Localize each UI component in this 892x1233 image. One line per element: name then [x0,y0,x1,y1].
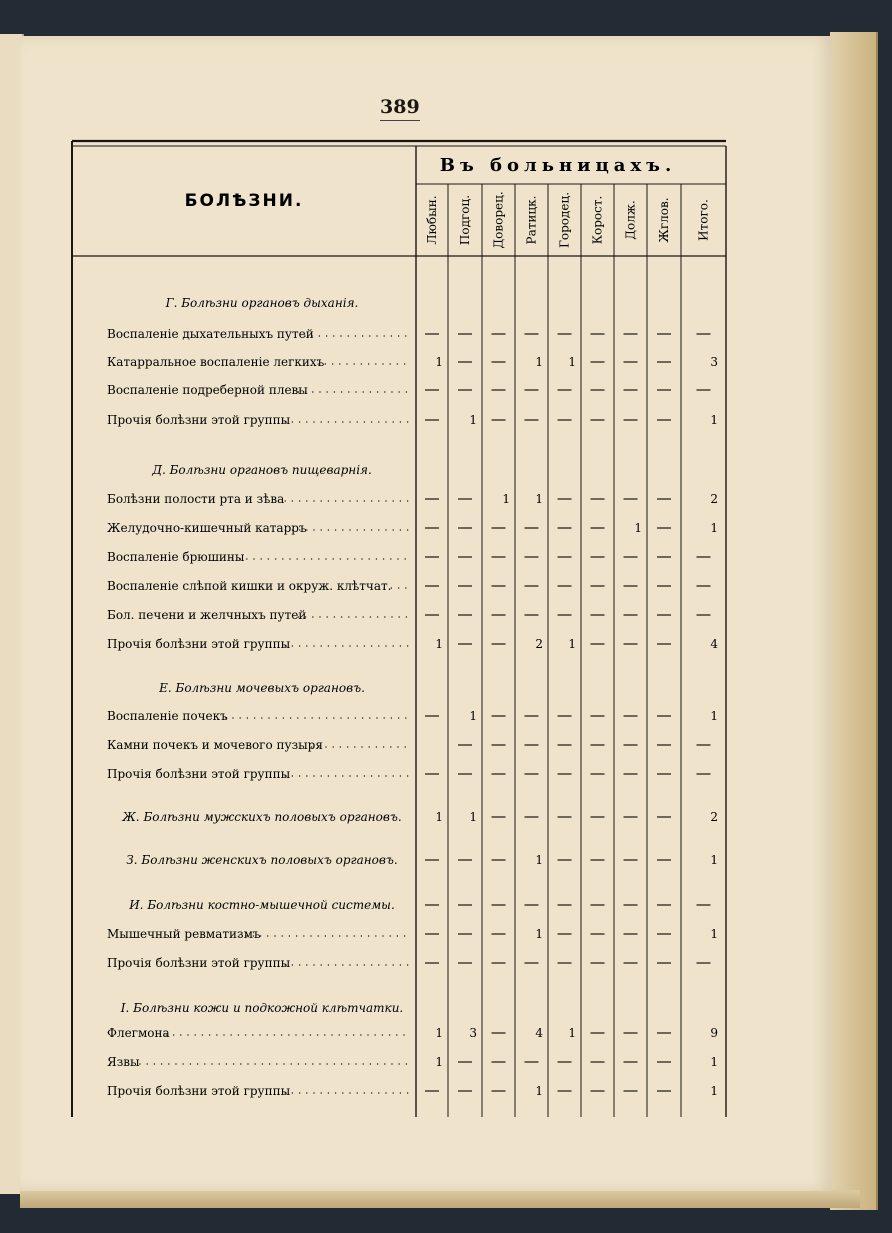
value-dash-text: — [564,749,566,750]
value-dash-text: — [597,909,599,910]
value-dash-text: — [498,1037,500,1038]
value-dash-text: — [498,778,500,779]
value-cell: 1 [435,1055,443,1069]
section-heading: Г. Болѣзни органовъ дыханія. [165,296,359,310]
value-dash-text: — [630,1095,632,1096]
row-label: Катарральное воспаленіе легкихъ [107,355,325,369]
value-dash-text: — [664,749,665,750]
value-dash-text: — [664,503,665,504]
value-dash-text: — [703,619,705,620]
row-label: Мышечный ревматизмъ [107,927,261,941]
row-label: Воспаленіе брюшины [107,550,245,564]
value-dash-text: — [432,424,433,425]
value-dash-text: — [630,590,632,591]
value-dash-text: — [465,366,466,367]
value-dash-text: — [465,590,466,591]
value-dash-text: — [630,720,632,721]
value-cell: 1 [634,521,642,535]
value-dash-text: — [564,821,566,822]
value-dash-text: — [664,1095,665,1096]
value-dash-text: — [703,749,705,750]
value-dash-text: — [630,909,632,910]
value-dash-text: — [465,503,466,504]
value-dash-text: — [432,938,433,939]
value-cell: 1 [535,853,543,867]
column-header: Долж. [623,200,638,240]
value-dash-text: — [597,1066,599,1067]
column-header: Итого. [696,199,711,241]
value-dash-text: — [703,967,705,968]
value-cell: 1 [502,492,510,506]
value-dash-text: — [664,424,665,425]
value-dash-text: — [465,749,466,750]
row-label: Воспаленіе почекъ [107,709,228,723]
value-dash-text: — [432,338,433,339]
section-heading: І. Болѣзни кожи и подкожной клѣтчатки. [120,1001,404,1015]
value-dash-text: — [432,864,433,865]
column-header: Ратицк. [524,195,539,245]
row-label: Воспаленіе дыхательныхъ путей [107,327,314,341]
value-cell: 1 [568,637,576,651]
value-dash-text: — [630,424,632,425]
value-cell: 1 [535,355,543,369]
section-heading: Д. Болѣзни органовъ пищеварнія. [152,463,372,477]
value-dash-text: — [630,821,632,822]
value-dash-text: — [498,394,500,395]
value-cell: 1 [710,709,718,723]
value-dash-text: — [664,394,665,395]
value-dash-text: — [664,366,665,367]
value-dash-text: — [703,909,705,910]
value-dash-text: — [597,424,599,425]
value-dash-text: — [597,749,599,750]
row-label: Язвы [107,1055,140,1069]
value-dash-text: — [498,424,500,425]
table-rules [72,141,726,1117]
value-dash-text: — [531,532,533,533]
value-dash-text: — [432,720,433,721]
value-dash-text: — [597,338,599,339]
value-dash-text: — [498,648,500,649]
value-dash-text: — [498,749,500,750]
value-dash-text: — [630,394,632,395]
value-dash-text: — [531,749,533,750]
value-dash-text: — [664,619,665,620]
value-dash-text: — [597,864,599,865]
value-dash-text: — [531,619,533,620]
value-dash-text: — [564,864,566,865]
value-dash-text: — [597,821,599,822]
value-dash-text: — [432,778,433,779]
value-dash-text: — [465,648,466,649]
value-dash-text: — [597,532,599,533]
value-dash-text: — [564,424,566,425]
value-dash-text: — [432,619,433,620]
value-dash-text: — [432,909,433,910]
value-dash-text: — [703,394,705,395]
value-cell: 9 [710,1026,718,1040]
value-dash-text: — [564,590,566,591]
value-dash-text: — [498,619,500,620]
value-dash-text: — [564,1066,566,1067]
value-dash-text: — [498,821,500,822]
value-cell: 3 [469,1026,477,1040]
value-cell: 1 [710,853,718,867]
value-cell: 1 [435,355,443,369]
column-header: Доворец. [491,191,506,249]
column-header: Любын. [425,195,439,245]
value-dash-text: — [465,938,466,939]
value-dash-text: — [432,394,433,395]
row-label: Болѣзни полости рта и зѣва [107,492,285,506]
value-cell: 1 [710,521,718,535]
value-dash-text: — [498,1095,500,1096]
column-header: Подгоц. [458,194,472,246]
value-dash-text: — [564,967,566,968]
value-dash-text: — [597,619,599,620]
value-dash-text: — [498,938,500,939]
row-label: Воспаленіе подреберной плевы [107,383,308,397]
value-dash-text: — [597,1037,599,1038]
value-dash-text: — [465,561,466,562]
value-dash-text: — [630,648,632,649]
row-label: Прочія болѣзни этой группы [107,767,291,781]
row-label: Бол. печени и желчныхъ путей [107,608,307,622]
value-dash-text: — [597,561,599,562]
value-dash-text: — [630,967,632,968]
value-dash-text: — [531,424,533,425]
value-dash-text: — [597,366,599,367]
value-dash-text: — [597,967,599,968]
value-dash-text: — [703,778,705,779]
value-dash-text: — [564,338,566,339]
column-header: Городец. [557,191,572,249]
value-dash-text: — [664,909,665,910]
value-cell: 4 [535,1026,543,1040]
value-dash-text: — [564,394,566,395]
value-dash-text: — [664,720,665,721]
value-dash-text: — [498,720,500,721]
row-label: Прочія болѣзни этой группы [107,637,291,651]
value-dash-text: — [630,503,632,504]
column-header: Корост. [590,195,605,245]
value-cell: 1 [710,1084,718,1098]
value-dash-text: — [630,366,632,367]
value-cell: 1 [435,637,443,651]
value-dash-text: — [432,532,433,533]
value-dash-text: — [597,1095,599,1096]
value-dash-text: — [664,1037,665,1038]
value-dash-text: — [432,590,433,591]
value-cell: 4 [710,637,718,651]
page-number: 389 [380,96,420,121]
row-label: Воспаленіе слѣпой кишки и окруж. клѣтчат. [107,579,392,593]
value-dash-text: — [465,909,466,910]
row-label: Прочія болѣзни этой группы [107,413,291,427]
value-dash-text: — [531,720,533,721]
row-values [425,334,718,1098]
value-dash-text: — [432,561,433,562]
value-dash-text: — [531,1066,533,1067]
value-dash-text: — [630,938,632,939]
value-dash-text: — [498,864,500,865]
value-dash-text: — [703,590,705,591]
value-dash-text: — [564,1095,566,1096]
value-cell: 1 [568,1026,576,1040]
value-dash-text: — [597,938,599,939]
value-dash-text: — [564,938,566,939]
value-dash-text: — [498,561,500,562]
value-dash-text: — [664,532,665,533]
value-dash-text: — [432,967,433,968]
value-dash-text: — [597,720,599,721]
value-dash-text: — [531,338,533,339]
value-dash-text: — [498,1066,500,1067]
value-cell: 1 [435,1026,443,1040]
value-dash-text: — [465,619,466,620]
value-dash-text: — [564,619,566,620]
value-dash-text: — [664,938,665,939]
row-label: Прочія болѣзни этой группы [107,1084,291,1098]
value-dash-text: — [597,590,599,591]
value-dash-text: — [564,503,566,504]
value-dash-text: — [465,394,466,395]
value-dash-text: — [630,561,632,562]
value-cell: 1 [469,810,477,824]
value-dash-text: — [703,338,705,339]
section-heading: И. Болѣзни костно-мышечной системы. [129,898,395,912]
value-dash-text: — [664,864,665,865]
value-dash-text: — [703,561,705,562]
value-dash-text: — [564,561,566,562]
value-dash-text: — [465,1066,466,1067]
value-dash-text: — [465,778,466,779]
value-dash-text: — [531,590,533,591]
value-dash-text: — [498,366,500,367]
section-heading: Ж. Болѣзни мужскихъ половыхъ органовъ. [122,810,402,824]
value-dash-text: — [498,532,500,533]
value-dash-text: — [664,561,665,562]
value-dash-text: — [531,778,533,779]
value-cell: 1 [469,709,477,723]
value-cell: 2 [535,637,543,651]
value-dash-text: — [498,590,500,591]
group-title: Въ больницахъ. [439,155,677,176]
value-dash-text: — [630,778,632,779]
value-dash-text: — [432,1095,433,1096]
value-cell: 2 [710,492,718,506]
value-dash-text: — [597,503,599,504]
value-cell: 1 [469,413,477,427]
value-cell: 1 [710,927,718,941]
row-label: Камни почекъ и мочевого пузыря [107,738,323,752]
value-cell: 3 [710,355,718,369]
section-heading: Е. Болѣзни мочевыхъ органовъ. [159,681,365,695]
column-header: Жглов. [657,197,671,243]
value-dash-text: — [564,532,566,533]
section-heading: З. Болѣзни женскихъ половыхъ органовъ. [126,853,398,867]
value-dash-text: — [531,821,533,822]
value-dash-text: — [630,338,632,339]
value-dash-text: — [630,1037,632,1038]
value-dash-text: — [630,619,632,620]
value-dash-text: — [664,821,665,822]
value-dash-text: — [597,648,599,649]
row-labels [107,296,410,1098]
value-dash-text: — [630,1066,632,1067]
row-label: Желудочно-кишечный катарръ [107,521,307,535]
value-dash-text: — [564,778,566,779]
value-dash-text: — [531,394,533,395]
value-dash-text: — [664,967,665,968]
value-dash-text: — [531,561,533,562]
value-dash-text: — [597,778,599,779]
value-dash-text: — [531,909,533,910]
value-dash-text: — [664,648,665,649]
row-label: Прочія болѣзни этой группы [107,956,291,970]
value-dash-text: — [465,967,466,968]
value-dash-text: — [597,394,599,395]
value-dash-text: — [465,1095,466,1096]
value-cell: 2 [710,810,718,824]
value-dash-text: — [531,967,533,968]
value-dash-text: — [664,338,665,339]
value-dash-text: — [630,864,632,865]
row-label: Флегмона [107,1026,170,1040]
value-dash-text: — [465,532,466,533]
value-cell: 1 [535,1084,543,1098]
value-dash-text: — [465,338,466,339]
value-dash-text: — [465,864,466,865]
value-dash-text: — [564,909,566,910]
column-headers [425,191,711,248]
value-dash-text: — [498,967,500,968]
value-dash-text: — [498,909,500,910]
value-cell: 1 [710,1055,718,1069]
value-dash-text: — [630,749,632,750]
value-dash-text: — [432,503,433,504]
value-cell: 1 [435,810,443,824]
value-dash-text: — [664,778,665,779]
left-column-title: БОЛѢЗНИ. [184,191,304,211]
value-cell: 1 [535,927,543,941]
value-cell: 1 [535,492,543,506]
value-dash-text: — [564,720,566,721]
value-cell: 1 [710,413,718,427]
value-cell: 1 [568,355,576,369]
value-dash-text: — [498,338,500,339]
value-dash-text: — [664,1066,665,1067]
value-dash-text: — [664,590,665,591]
